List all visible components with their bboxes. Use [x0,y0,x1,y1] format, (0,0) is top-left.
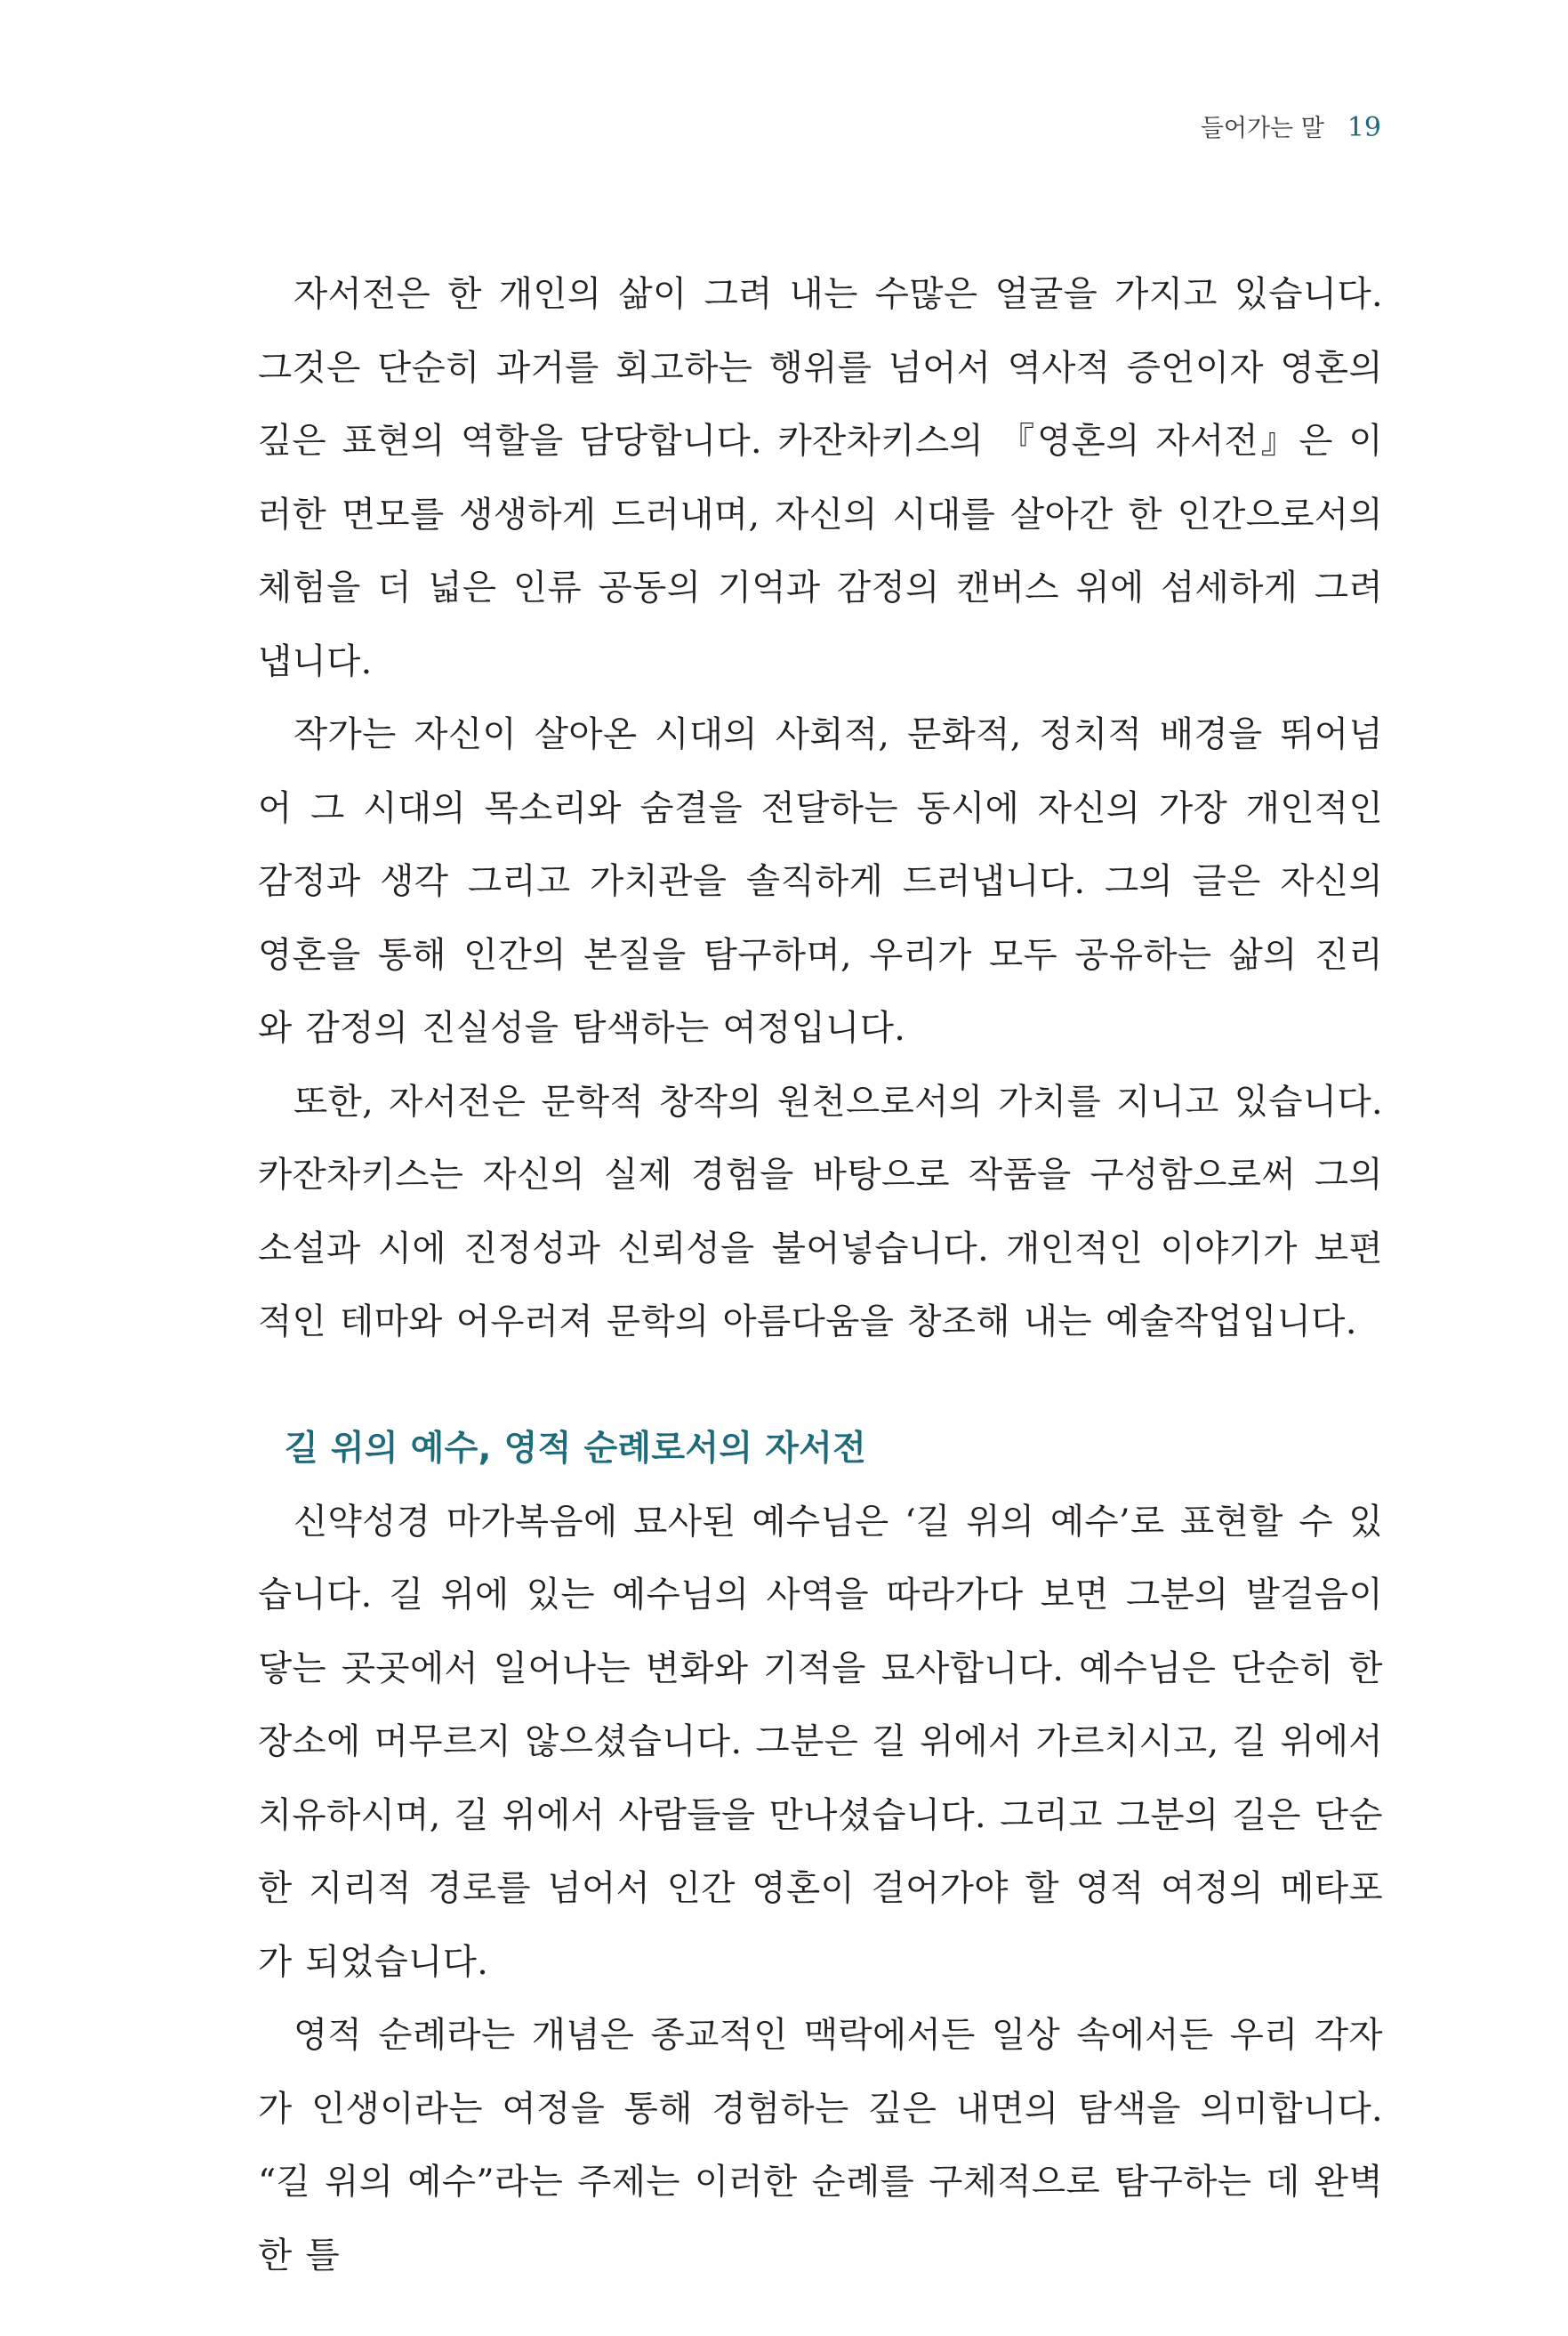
chapter-title: 들어가는 말 [1200,115,1324,142]
paragraph-author-era: 작가는 자신이 살아온 시대의 사회적, 문화적, 정치적 배경을 뛰어넘어 그 시대의 목소리와 숨결을 전달하는 동시에 자신의 가장 개인적인 감정과 생각 그리고 가치관을 솔직하게 드러냅니다. 그의 글은 자신의 영혼을 통해 인간의 본질을 탐구하며, 우리가 모두 공유하는 삶의 진리와 감정의 진실성을 탐색하는 여정입니다. [258,714,1383,1049]
paragraph-autobiography-faces: 자서전은 한 개인의 삶이 그려 내는 수많은 얼굴을 가지고 있습니다. 그것은 단순히 과거를 회고하는 행위를 넘어서 역사적 증언이자 영혼의 깊은 표현의 역할을 담당합니다. 카잔차키스의 『영혼의 자서전』은 이러한 면모를 생생하게 드러내며, 자신의 시대를 살아간 한 인간으로서의 체험을 더 넓은 인류 공동의 기억과 감정의 캔버스 위에 섬세하게 그려 냅니다. [258,274,1383,682]
section-heading: 길 위의 예수, 영적 순례로서의 자서전 [285,1428,867,1469]
page-body [258,258,1383,2292]
paragraph-jesus-on-the-road: 신약성경 마가복음에 묘사된 예수님은 ‘길 위의 예수’로 표현할 수 있습니다. 길 위에 있는 예수님의 사역을 따라가다 보면 그분의 발걸음이 닿는 곳곳에서 일어나는 변화와 기적을 묘사합니다. 예수님은 단순히 한 장소에 머무르지 않으셨습니다. 그분은 길 위에서 가르치시고, 길 위에서 치유하시며, 길 위에서 사람들을 만나셨습니다. 그리고 그분의 길은 단순한 지리적 경로를 넘어서 인간 영혼이 걸어가야 할 영적 여정의 메타포가 되었습니다. [258,1501,1383,1983]
paragraph-literary-source: 또한, 자서전은 문학적 창작의 원천으로서의 가치를 지니고 있습니다. 카잔차키스는 자신의 실제 경험을 바탕으로 작품을 구성함으로써 그의 소설과 시에 진정성과 신뢰성을 불어넣습니다. 개인적인 이야기가 보편적인 테마와 어우러져 문학의 아름다움을 창조해 내는 예술작업입니다. [258,1081,1383,1342]
page-number: 19 [1347,112,1381,143]
running-header [1201,109,1381,151]
paragraph-spiritual-pilgrimage: 영적 순례라는 개념은 종교적인 맥락에서든 일상 속에서든 우리 각자가 인생이라는 여정을 통해 경험하는 깊은 내면의 탐색을 의미합니다. “길 위의 예수”라는 주제는 이러한 순례를 구체적으로 탐구하는 데 완벽한 틀 [258,2015,1383,2276]
